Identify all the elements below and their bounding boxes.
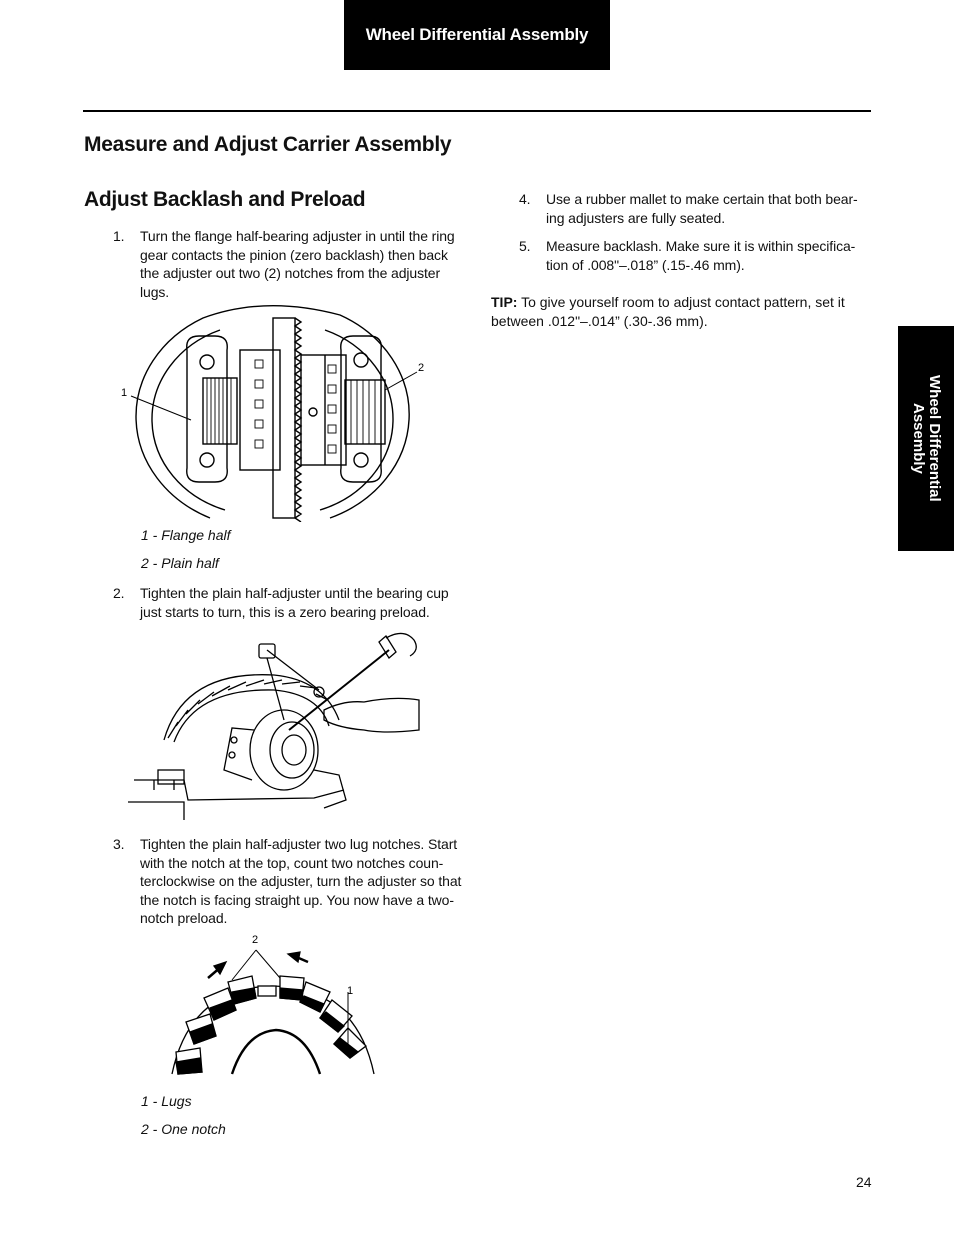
header-tab — [344, 0, 610, 70]
section-title: Measure and Adjust Carrier Assembly — [84, 133, 452, 156]
step-text: Measure backlash. Make sure it is within specifica-tion of .008"–.018” (.15-.46 mm). — [546, 238, 856, 273]
step-text: Use a rubber mallet to make certain that both bear-ing adjusters are fully seated. — [546, 191, 858, 226]
figure1-caption-1: 1 - Flange half — [141, 527, 231, 543]
step-number: 1. — [113, 228, 125, 244]
figure3-callout-1: 1 — [347, 985, 354, 997]
figure-tighten-adjuster — [124, 630, 424, 820]
header-tab-label: Wheel Differential Assembly — [365, 25, 589, 44]
step-number: 3. — [113, 836, 125, 852]
figure3-caption-2: 2 - One notch — [141, 1121, 226, 1137]
tip-label: TIP: — [491, 294, 518, 310]
figure1-caption-2: 2 - Plain half — [141, 555, 219, 571]
step-text: Tighten the plain half-adjuster until the bearing cup just starts to turn, this is a zero bearing preload. — [140, 585, 449, 620]
tip-note — [491, 293, 871, 330]
side-tab — [898, 326, 954, 551]
tip-text: To give yourself room to adjust contact pattern, set it between .012"–.014” (.30-.36 mm). — [491, 294, 845, 329]
page-number: 24 — [856, 1174, 872, 1190]
step-number: 5. — [519, 238, 531, 254]
figure3-callout-2: 2 — [252, 934, 259, 946]
figure1-callout-1: 1 — [121, 387, 128, 399]
step-text: Turn the flange half-bearing adjuster in until the ring gear contacts the pinion (zero backlash) then back the adjuster out two (2) notches from the adjuster lugs. — [140, 228, 455, 300]
subsection-title: Adjust Backlash and Preload — [84, 188, 366, 211]
step-text: Tighten the plain half-adjuster two lug notches. Start with the notch at the top, count two notches coun-terclockwise on the adjuster, turn the adjuster so that the notch is facing straight up. You now have a two-notch preload. — [140, 836, 462, 927]
step-number: 4. — [519, 191, 531, 207]
figure-carrier-adjusters — [115, 300, 435, 522]
step-number: 2. — [113, 585, 125, 601]
figure-lugs-notch — [160, 928, 390, 1080]
figure3-caption-1: 1 - Lugs — [141, 1093, 192, 1109]
side-tab-label: Wheel Differential Assembly — [910, 375, 943, 502]
header-rule — [83, 110, 871, 112]
figure1-callout-2: 2 — [418, 362, 425, 374]
